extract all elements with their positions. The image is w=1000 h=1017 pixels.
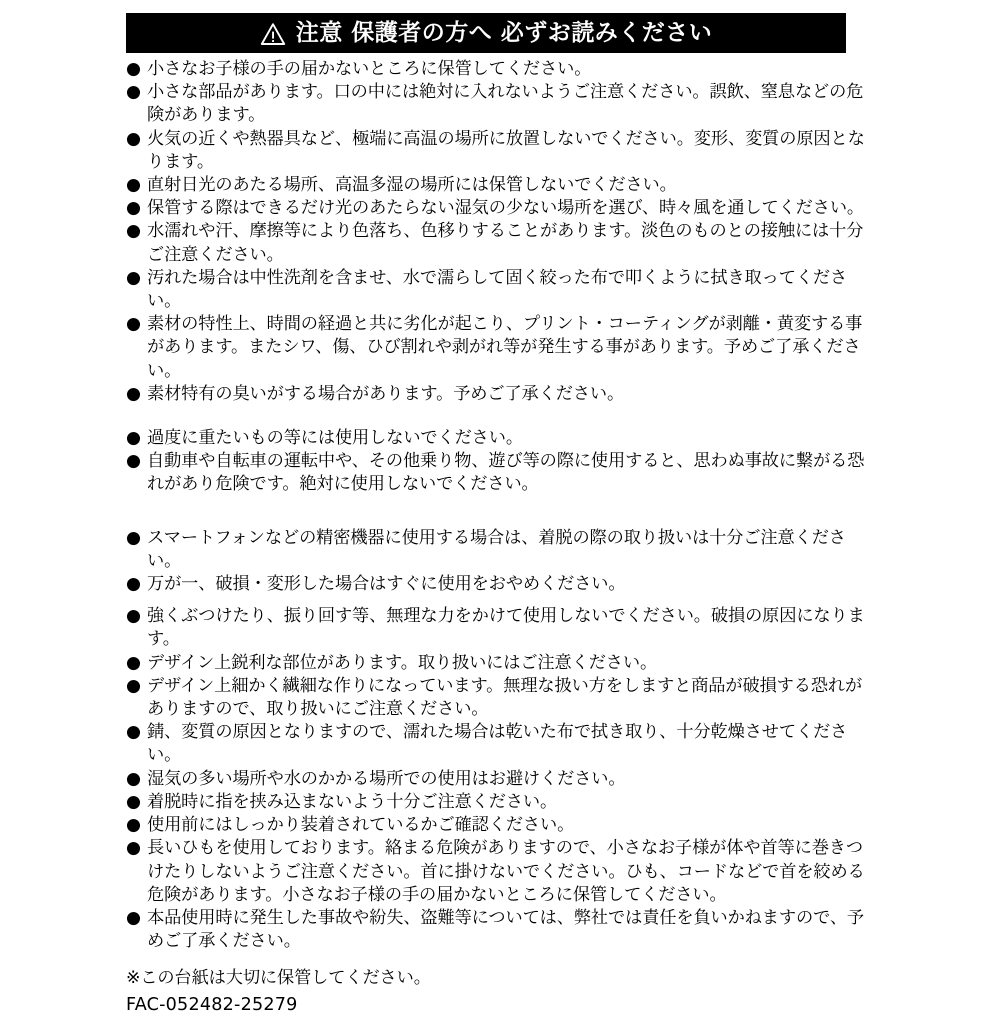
warning-item-text: 万が一、破損・変形した場合はすぐに使用をおやめください。 bbox=[147, 574, 626, 595]
warning-item bbox=[126, 814, 868, 837]
bullet-icon: ● bbox=[126, 722, 141, 743]
warning-item-text: 水濡れや汗、摩擦等により色落ち、色移りすることがあります。淡色のものとの接触には十分ご注意ください。 bbox=[147, 221, 864, 265]
warning-item bbox=[126, 791, 868, 814]
bullet-icon: ● bbox=[126, 451, 141, 472]
bullet-icon: ● bbox=[126, 606, 141, 627]
bullet-icon: ● bbox=[126, 383, 141, 404]
warning-item-text: 火気の近くや熱器具など、極端に高温の場所に放置しないでください。変形、変質の原因となります。 bbox=[147, 128, 865, 172]
warning-item bbox=[126, 267, 868, 313]
warning-item bbox=[126, 81, 868, 127]
warning-item bbox=[126, 652, 868, 675]
warning-item bbox=[126, 837, 868, 907]
footer-storage-note: ※この台紙は大切に保管してください。 bbox=[126, 968, 431, 988]
warning-item-text: 小さなお子様の手の届かないところに保管してください。 bbox=[147, 59, 592, 79]
warning-item-text: 保管する際はできるだけ光のあたらない湿気の少ない場所を選び、時々風を通してください。 bbox=[147, 198, 864, 219]
warning-item-text: 自動車や自転車の運転中や、その他乗り物、遊び等の際に使用すると、思わぬ事故に繋がる恐れがあり危険です。絶対に使用しないでください。 bbox=[147, 451, 865, 495]
bullet-icon: ● bbox=[126, 175, 141, 196]
warning-item bbox=[126, 427, 868, 450]
warning-item-text: 湿気の多い場所や水のかかる場所での使用はお避けください。 bbox=[147, 768, 626, 789]
warning-item bbox=[126, 721, 868, 767]
warning-header-bar bbox=[126, 13, 846, 53]
warning-item-text: デザイン上細かく繊細な作りになっています。無理な扱い方をしますと商品が破損する恐れがありますので、取り扱いにご注意ください。 bbox=[147, 675, 863, 720]
warning-item bbox=[126, 313, 868, 383]
warning-item-text: 汚れた場合は中性洗剤を含ませ、水で濡らして固く絞った布で叩くように拭き取ってください。 bbox=[147, 267, 848, 312]
warning-item-text: 着脱時に指を挟み込まないよう十分ご注意ください。 bbox=[147, 791, 558, 812]
bullet-icon: ● bbox=[126, 907, 141, 928]
warning-item-text: 直射日光のあたる場所、高温多湿の場所には保管しないでください。 bbox=[147, 175, 677, 196]
warning-list bbox=[126, 58, 868, 953]
warning-item-text: 本品使用時に発生した事故や紛失、盗難等については、弊社では責任を負いかねますので、予めご了承ください。 bbox=[147, 907, 864, 952]
warning-item bbox=[126, 605, 868, 651]
warning-item bbox=[126, 197, 868, 220]
bullet-icon: ● bbox=[126, 838, 141, 859]
bullet-icon: ● bbox=[126, 428, 141, 449]
warning-item bbox=[126, 907, 868, 953]
warning-item-text: デザイン上鋭利な部位があります。取り扱いにはご注意ください。 bbox=[147, 652, 658, 673]
bullet-icon: ● bbox=[126, 314, 141, 335]
bullet-icon: ● bbox=[126, 652, 141, 673]
bullet-icon: ● bbox=[126, 675, 141, 696]
warning-item-text: 強くぶつけたり、振り回す等、無理な力をかけて使用しないでください。破損の原因になります。 bbox=[147, 606, 865, 650]
warning-item bbox=[126, 527, 868, 573]
warning-item bbox=[126, 174, 868, 197]
warning-item-text: スマートフォンなどの精密機器に使用する場合は、着脱の際の取り扱いは十分ご注意ください。 bbox=[147, 527, 846, 571]
bullet-icon: ● bbox=[126, 128, 141, 149]
warning-group-usage-restrictions bbox=[126, 427, 868, 497]
warning-item-text: 錆、変質の原因となりますので、濡れた場合は乾いた布で拭き取り、十分乾燥させてください。 bbox=[147, 722, 848, 766]
bullet-icon: ● bbox=[126, 815, 141, 836]
warning-item bbox=[126, 573, 868, 596]
bullet-icon: ● bbox=[126, 574, 141, 595]
bullet-icon: ● bbox=[126, 198, 141, 219]
warning-item-text: 素材特有の臭いがする場合があります。予めご了承ください。 bbox=[147, 383, 625, 404]
warning-item bbox=[126, 383, 868, 406]
warning-item bbox=[126, 220, 868, 266]
warning-item-text: 使用前にはしっかり装着されているかご確認ください。 bbox=[147, 815, 575, 836]
warning-triangle-icon bbox=[260, 22, 286, 46]
bullet-icon: ● bbox=[126, 59, 141, 79]
warning-header-title: 注意 保護者の方へ 必ずお読みください bbox=[295, 19, 713, 46]
bullet-icon: ● bbox=[126, 791, 141, 812]
warning-item bbox=[126, 128, 868, 174]
warning-item-text: 長いひもを使用しております。絡まる危険がありますので、小さなお子様が体や首等に巻きつけたりしないようご注意ください。首に掛けないでください。ひも、コードなどで首を絞める危険があります。小さなお子様の手の届かないところに保管してください。 bbox=[147, 838, 865, 905]
footer-product-code: FAC-052482-25279 bbox=[126, 995, 298, 1015]
warning-item bbox=[126, 58, 868, 81]
bullet-icon: ● bbox=[126, 82, 141, 103]
bullet-icon: ● bbox=[126, 527, 141, 548]
warning-item-text: 小さな部品があります。口の中には絶対に入れないようご注意ください。誤飲、窒息などの危険があります。 bbox=[147, 82, 864, 126]
bullet-icon: ● bbox=[126, 267, 141, 288]
warning-item-text: 過度に重たいもの等には使用しないでください。 bbox=[147, 428, 523, 449]
warning-item bbox=[126, 450, 868, 496]
warning-item bbox=[126, 675, 868, 721]
bullet-icon: ● bbox=[126, 221, 141, 242]
warning-group-storage-and-material bbox=[126, 58, 868, 406]
bullet-icon: ● bbox=[126, 768, 141, 789]
warning-group-care-and-safety bbox=[126, 605, 868, 953]
warning-item bbox=[126, 768, 868, 791]
warning-item-text: 素材の特性上、時間の経過と共に劣化が起こり、プリント・コーティングが剥離・黄変する事があります。またシワ、傷、ひび割れや剥がれ等が発生する事があります。予めご了承ください。 bbox=[147, 314, 863, 381]
warning-group-device-handling bbox=[126, 527, 868, 597]
